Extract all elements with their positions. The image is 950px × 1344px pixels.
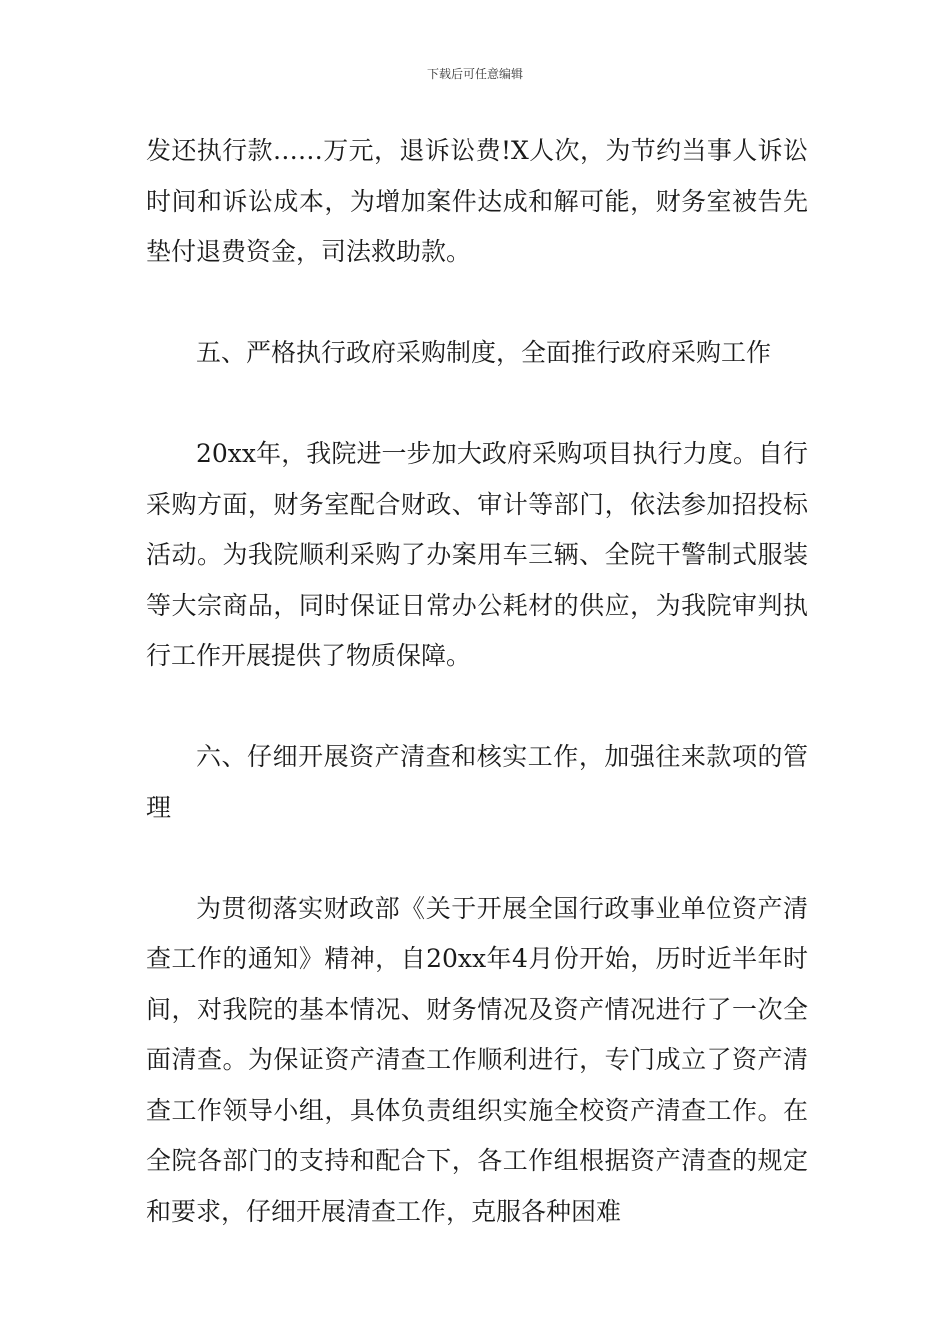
paragraph-gap [146, 278, 808, 329]
header-note: 下载后可任意编辑 [426, 67, 523, 81]
document-body [146, 126, 808, 1237]
section-heading-6: 六、仔细开展资产清查和核实工作，加强往来款项的管理 [146, 742, 808, 822]
paragraph-procurement: 20xx年，我院进一步加大政府采购项目执行力度。自行采购方面，财务室配合财政、审计等部门，依法参加招投标活动。为我院顺利采购了办案用车三辆、全院干警制式服装等大宗商品，同时保证日常办公耗材的供应，为我院审判执行工作开展提供了物质保障。 [146, 439, 808, 670]
section-heading-5: 五、严格执行政府采购制度，全面推行政府采购工作 [196, 338, 772, 367]
paragraph-gap [146, 682, 808, 733]
paragraph-asset-audit: 为贯彻落实财政部《关于开展全国行政事业单位资产清查工作的通知》精神，自20xx年4月份开始，历时近半年时间，对我院的基本情况、财务情况及资产情况进行了一次全面清查。为保证资产清查工作顺利进行，专门成立了资产清查工作领导小组，具体负责组织实施全校资产清查工作。在全院各部门的支持和配合下，各工作组根据资产清查的规定和要求，仔细开展清查工作，克服各种困难 [146, 893, 808, 1226]
paragraph-gap [146, 833, 808, 884]
paragraph-continuation: 发还执行款……万元，退诉讼费!X人次，为节约当事人诉讼时间和诉讼成本，为增加案件达成和解可能，财务室被告先垫付退费资金，司法救助款。 [146, 136, 808, 266]
paragraph-gap [146, 379, 808, 430]
